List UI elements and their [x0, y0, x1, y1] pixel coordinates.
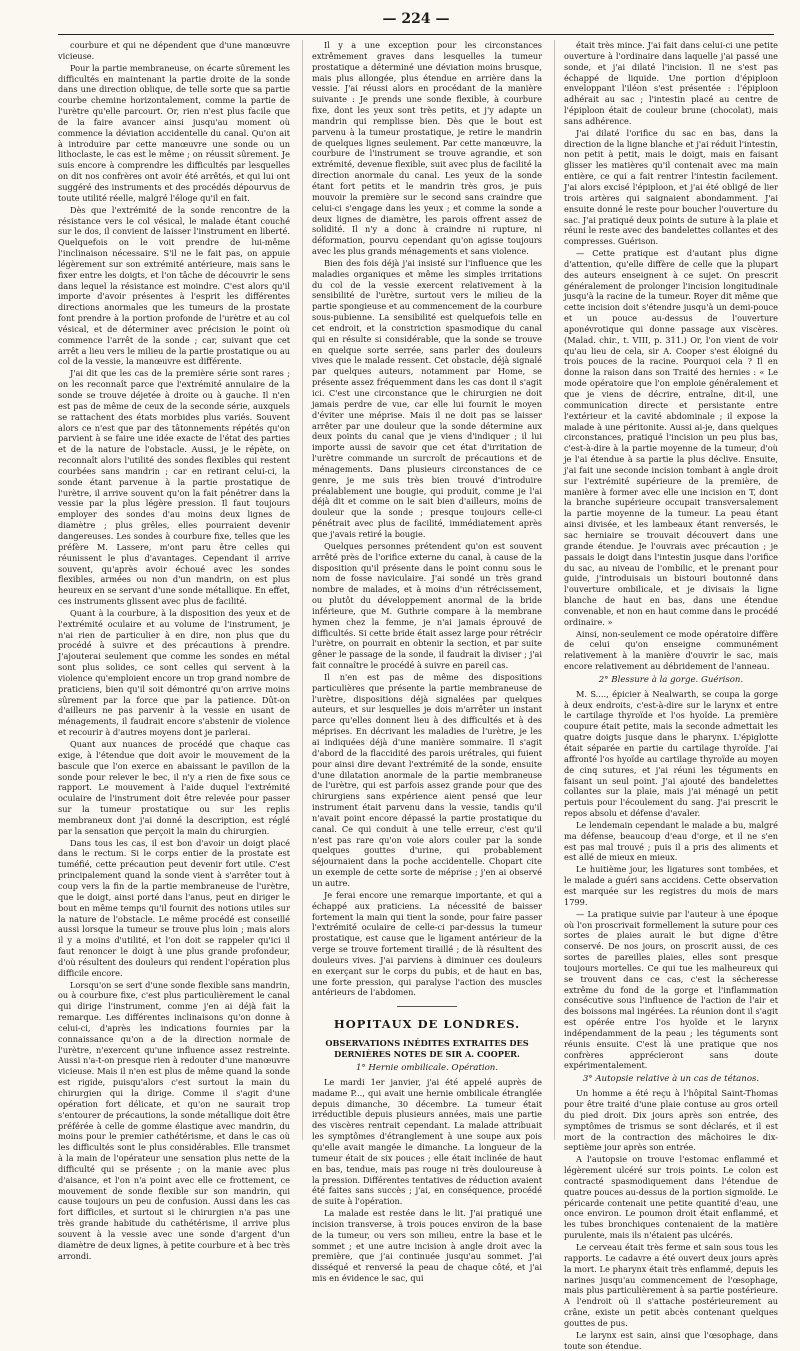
page-header — [58, 10, 774, 32]
paragraph: Bien des fois déjà j'ai insisté sur l'influence que les maladies organiques et même les simples irritations du col de la vessie exercent relativement à la sensibilité de l'urètre, surtout vers le milieu de la partie spongieuse et au commencement de la courbure sous-pubienne. La sensibilité est quelquefois telle en cet endroit, et la constriction spasmodique du canal qui en résulte si considérable, que la sonde se trouve en quelque sorte serrée, sans parler des douleurs vives que le malade ressent. Cet obstacle, déjà signalé par quelques auteurs, notamment par Home, se présente assez fréquemment dans les cas dont il s'agit ici. C'est une circonstance que le chirurgien ne doit jamais perdre de vue, car elle lui fournit le moyen d'éviter une méprise. Mais il ne doit pas se laisser arrêter par une douleur que la sonde détermine aux deux points du canal que je viens d'indiquer ; il lui importe aussi de savoir que cet état d'irritation de l'urètre commande un surcroît de précautions et de ménagements. Dans plusieurs circonstances de ce genre, je me suis très bien trouvé d'introduire préalablement une bougie, qui produit, comme je l'ai déjà dit et comme on le sait bien d'ailleurs, moins de douleur que la sonde ; presque toujours celle-ci pénétrait avec plus de facilité, immédiatement après que j'avais retiré la bougie. — [312, 257, 542, 539]
paragraph: Quant à la courbure, à la disposition des yeux et de l'extrémité oculaire et au volume de l'instrument, je n'ai rien de particulier à en dire, non plus que du procédé à suivre et des précautions à prendre. J'ajouterai seulement que comme les sondes en métal sont plus solides, ce sont celles qui servent à la violence qu'emploient encore un trop grand nombre de praticiens, bien qu'il soit démontré qu'on arrive moins sûrement par la force que par la patience. Dût-on d'ailleurs ne pas parvenir à la vessie en usant de ménagements, il faudrait encore s'abstenir de violence et recourir à d'autres moyens dont je parlerai. — [58, 607, 290, 738]
paragraph: — La pratique suivie par l'auteur à une époque où l'on proscrivait formellement la suture pour ces sortes de plaies aurait le but digne d'être conservé. De nos jours, on proscrit aussi, de ces sortes de pareilles plaies, elles sont presque toujours mortelles. Ce qui tue les malheureux qui se trouvent dans ce cas, c'est la sécheresse extrême du fond de la gorge et l'inflammation consécutive sous l'influence de l'action de l'air et des boissons mal ingérées. La réunion dont il s'agit est opérée entre l'os hyoïde et le larynx indépendamment de la peau ; les téguments sont réunis ensuite. C'est là une pratique que nos confrères apprécieront sans doute expérimentalement. — [564, 908, 778, 1071]
paragraph: courbure et qui ne dépendent que d'une manœuvre vicieuse. — [58, 40, 290, 61]
paragraph: Le cerveau était très ferme et sain sous tous les rapports. Le cadavre a été ouvert deux jours après la mort. Le pharynx était très enflammé, depuis les narines jusqu'au commencement de l'œsophage, mais plus particulièrement à sa partie postérieure. A l'endroit où il s'attache postérieurement au crâne, existe un petit abcès contenant quelques gouttes de pus. — [564, 1241, 778, 1328]
paragraph: Le lendemain cependant le malade a bu, malgré ma défense, beaucoup d'eau d'orge, et il ne s'en est pas mal trouvé ; puis il a pris des aliments et est allé de mieux en mieux. — [564, 819, 778, 863]
paragraph: Un homme a été reçu à l'hôpital Saint-Thomas pour être traité d'une plaie contuse au gros orteil du pied droit. Dix jours après son entrée, des symptômes de trismus se sont déclarés, et il est mort de la contraction des mâchoires le dix-septième jour après son entrée. — [564, 1088, 778, 1153]
column-3 — [564, 40, 778, 1351]
paragraph: La malade est restée dans le lit. J'ai pratiqué une incision transverse, à trois pouces environ de la base de la tumeur, ou vers son milieu, entre la base et le sommet ; et une autre incision à angle droit avec la première, que j'ai continuée jusqu'au sommet. J'ai disséqué et renversé la peau de chaque côté, et j'ai mis en évidence le sac, qui — [312, 1208, 542, 1284]
section-heading: HOPITAUX DE LONDRES. — [333, 1017, 521, 1032]
paragraph: Quelques personnes prétendent qu'on est souvent arrêté près de l'orifice externe du canal, à cause de la disposition qu'il présente dans le point connu sous le nom de fosse naviculaire. J'ai sondé un très grand nombre de malades, et à moins d'un rétrécissement, ou plutôt du développement anormal de la bride inférieure, que M. Guthrie compare à la membrane hymen chez la femme, je n'ai jamais éprouvé de difficultés. Si cette bride était assez large pour rétrécir l'urètre, on pourrait en obtenir la section, et par suite gêner le passage de la sonde, il faudrait la diviser ; j'ai fait connaître le procédé à suivre en pareil cas. — [312, 540, 542, 671]
paragraph: était très mince. J'ai fait dans celui-ci une petite ouverture à l'ordinaire dans laquelle j'ai passé une sonde, et j'ai dilaté l'incision. Il ne s'est pas échappé de liquide. Une portion d'épiploon enveloppant l'iléon s'est présentée : l'épiploon adhérait au sac ; l'intestin placé au centre de l'épiploon était de couleur brune (chocolat), mais sans adhérence. — [564, 40, 778, 126]
case-title: 2° Blessure à la gorge. Guérison. — [598, 674, 744, 685]
paragraph: Lorsqu'on se sert d'une sonde flexible sans mandrin, ou à courbure fixe, c'est plus particulièrement le canal qui dirige l'instrument, comme j'en ai déjà fait la remarque. Les différentes inclinaisons qu'on donne à celui-ci, d'après les indications fournies par la connaissance qu'on a de la direction normale de l'urètre, n'exercent qu'une influence assez restreinte. Aussi n'a-t-on presque rien à redouter d'une manœuvre vicieuse. Mais il n'en est plus de même quand la sonde est rigide, puisqu'alors c'est surtout la main du chirurgien qui la dirige. Comme il s'agit d'une opération fort délicate, et qu'on ne saurait trop s'entourer de précautions, la sonde métallique doit être préférée à celle de gomme élastique avec mandrin, du moins pour le premier cathétérisme, et dans le cas où les difficultés sont le plus considérables. Elle transmet à la main de l'opérateur une sensation plus nette de la difficulté qui se présente ; on la manie avec plus d'aisance, et l'on n'a point avec elle ce frottement, ce mouvement de sonde flexible sur son mandrin, qui cause toujours un peu de confusion. Aussi dans les cas fort difficiles, et surtout si le chirurgien n'a pas une très grande habitude du cathétérisme, il arrive plus souvent à la vessie avec une sonde d'argent d'un diamètre de deux lignes, à petite courbure et à bec très arrondi. — [58, 979, 290, 1261]
paragraph: Il n'en est pas de même des dispositions particulières que présente la partie membraneuse de l'urètre, dispositions déjà signalées par quelques auteurs, et sur lesquelles je dois m'arrêter un instant parce qu'elles donnent lieu à des difficultés et à des méprises. En décrivant les maladies de l'urètre, je les ai indiquées déjà d'une manière sommaire. Il s'agit d'abord de la flaccidité des parois urétrales, qui fuient pour ainsi dire devant l'extrémité de la sonde, ensuite d'une dilatation anormale de la partie membraneuse de l'urètre, qui est parfois assez grande pour que des chirurgiens sans expérience aient pensé que leur instrument était parvenu dans la vessie, tandis qu'il n'avait point encore dépassé la partie prostatique du canal. Ce qui conduit à une telle erreur, c'est qu'il n'est pas rare qu'on voie alors couler par la sonde quelques gouttes d'urine, qui probablement séjournaient dans la poche accidentelle. Chopart cite un exemple de cette sorte de méprise ; j'en ai observé un autre. — [312, 671, 542, 888]
paragraph: Dans tous les cas, il est bon d'avoir un doigt placé dans le rectum. Si le corps entier de la prostate est tuméfié, cette précaution peut devenir fort utile. C'est principalement quand la sonde vient à s'arrêter tout à coup vers la fin de la partie membraneuse de l'urètre, que le doigt, ainsi porté dans l'anus, peut en diriger le bout en même temps qu'il fournit des notions utiles sur la nature de l'obstacle. Le même procédé est conseillé aussi lorsque la tumeur se trouve plus loin ; mais alors il y a moins d'utilité, et l'on doit se rappeler qu'ici il faut renoncer le doigt à une plus grande profondeur, d'où résultent des douleurs qui rendent l'opération plus difficile encore. — [58, 837, 290, 978]
paragraph: Le huitième jour, les ligatures sont tombées, et le malade a guéri sans accidens. Cette observation est marquée sur les registres du mois de mars 1799. — [564, 864, 778, 907]
section-rule — [397, 1006, 457, 1007]
case-title: 1° Hernie ombilicale. Opération. — [355, 1063, 499, 1074]
paragraph: Il y a une exception pour les circonstances extrêmement graves dans lesquelles la tumeur prostatique a déterminé une déviation moins brusque, mais plus allongée, plus étendue en arrière dans la vessie. J'ai réussi alors en procédant de la manière suivante : Je prends une sonde flexible, à courbure fixe, dont les yeux sont très petits, et j'y adapte un mandrin qui remplisse bien. Dès que le bout est parvenu à la tumeur prostatique, je retire le mandrin de quelques lignes seulement. Par cette manœuvre, la courbure de l'instrument se trouve agrandie, et son extrémité, devenue flexible, suit avec plus de facilité la direction anormale du canal. Les yeux de la sonde étant fort petits et le mandrin très gros, je puis mouvoir la première sur le second sans craindre que celui-ci s'engage dans les yeux ; et comme la sonde a deux lignes de diamètre, les parois offrent assez de solidité. Il n'y a donc à craindre ni rupture, ni déformation, pourvu cependant qu'on agisse toujours avec les plus grands ménagements et sans violence. — [312, 40, 542, 257]
page-number: — 224 — — [382, 11, 450, 27]
paragraph: Le larynx est sain, ainsi que l'œsophage, dans toute son étendue. — [564, 1329, 778, 1351]
paragraph: A l'autopsie on trouve l'estomac enflammé et légèrement ulcéré sur trois points. Le colon est contracté spasmodiquement dans l'étendue de quatre pouces au-dessus de la portion sigmoïde. Le péricarde contenait une petite quantité d'eau, une once environ. Le poumon droit était enflammé, et les tubes bronchiques contenaient de la matière purulente, mais ils n'étaient pas ulcérés. — [564, 1154, 778, 1241]
paragraph: Quant aux nuances de procédé que chaque cas exige, à l'étendue que doit avoir le mouvement de la bascule que l'on exerce en abaissant le pavillon de la sonde pour relever le bec, il n'y a rien de fixe sous ce rapport. Le mouvement à l'aide duquel l'extrémité oculaire de l'instrument doit être relevée pour passer sur la tumeur prostatique ou sur les replis membraneux dont j'ai donné la description, est réglé par la sensation que perçoit la main du chirurgien. — [58, 739, 290, 836]
paragraph: J'ai dit que les cas de la première série sont rares ; on les reconnaît parce que l'extrémité annulaire de la sonde se trouve déjetée à droite ou à gauche. Il n'en est pas de même de ceux de la seconde série, auxquels se rattachent des états morbides plus variés. Souvent alors ce n'est que par des tâtonnements répétés qu'on parvient à se faire une idée exacte de l'état des parties et de la nature de l'obstacle. Aussi, je le répète, on reconnaît alors l'utilité des sondes flexibles qui restent courbées sans mandrin ; car en retirant celui-ci, la sonde étant parvenue à la partie prostatique de l'urètre, il arrive souvent qu'on la fait pénétrer dans la vessie par la plus légère pression. Il faut toujours employer des sondes d'au moins deux lignes de diamètre ; plus grêles, elles pourraient devenir dangereuses. Les sondes à courbure fixe, telles que les préfère M. Lassere, m'ont paru être celles qui réunissent le plus d'avantages. Cependant il arrive souvent, qu'après avoir échoué avec les sondes flexibles, armées ou non d'un mandrin, on est plus heureux en se servant d'une sonde métallique. En effet, ces instruments glissent avec plus de facilité. — [58, 368, 290, 607]
header-rule — [58, 34, 774, 35]
paragraph: Le mardi 1er janvier, j'ai été appelé auprès de madame P..., qui avait une hernie ombilicale étranglée depuis dimanche, 30 décembre. La tumeur était irréductible depuis plusieurs années, mais une partie des viscères rentrait cependant. La malade attribuait les symptômes d'étranglement à une soupe aux pois qu'elle avait mangée le dimanche. La longueur de la tumeur était de six pouces ; elle était inclinée de haut en bas, tendue, mais pas rouge ni très douloureuse à la pression. Différentes tentatives de réduction avaient été faites sans succès ; j'ai, en conséquence, procédé de suite à l'opération. — [312, 1076, 542, 1207]
paragraph: J'ai dilaté l'orifice du sac en bas, dans la direction de la ligne blanche et j'ai réduit l'intestin, non petit à petit, mais le doigt, mais en faisant glisser les matières qu'il contenait avec ma main entière, ce qui a fait rentrer l'intestin facilement. J'ai alors excisé l'épiploon, et j'ai été obligé de lier trois artères qui saignaient abondamment. J'ai ensuite donné le reste pour boucher l'ouverture du sac. J'ai pratiqué deux points de suture à la plaie et réuni le reste avec des bandelettes collantes et des compresses. Guérison. — [564, 127, 778, 247]
paragraph: Je ferai encore une remarque importante, et qui a échappé aux praticiens. La nécessité de baisser fortement la main qui tient la sonde, pour faire passer l'extrémité oculaire de celle-ci par-dessus la tumeur prostatique, est cause que le ligament antérieur de la verge se trouve fortement tiraillé ; de là résultent des douleurs vives. J'ai parviens à diminuer ces douleurs en exerçant sur le corps du pubis, et de haut en bas, une forte pression, qui paralyse l'action des muscles antérieurs de l'abdomen. — [312, 889, 542, 998]
column-2 — [312, 40, 542, 1284]
paragraph: Ainsi, non-seulement ce mode opératoire diffère de celui qu'on enseigne communément relativement à la manière d'ouvrir le sac, mais encore relativement au débridement de l'anneau. — [564, 628, 778, 672]
column-divider — [554, 40, 555, 1140]
column-1 — [58, 40, 290, 1261]
paragraph: Dès que l'extrémité de la sonde rencontre de la résistance vers le col vésical, le malade étant couché sur le dos, il convient de laisser l'instrument en liberté. Quelquefois on le voit prendre de lui-même l'inclinaison nécessaire. S'il ne le fait pas, on appuie légèrement sur son extrémité antérieure, mais sans le fixer entre les doigts, et l'on tâche de découvrir le sens dans lequel la résistance est moindre. C'est alors qu'il importe d'avoir présentes à l'esprit les différentes directions anormales que les tumeurs de la prostate font prendre à la portion profonde de l'urètre et au col vésical, et de déterminer avec précision le point où commence l'arrêt de la sonde ; car, suivant que cet arrêt a lieu vers le milieu de la partie prostatique ou au col de la vessie, la manœuvre est différente. — [58, 204, 290, 367]
paragraph: — Cette pratique est d'autant plus digne d'attention, qu'elle diffère de celle que la plupart des auteurs enseignent à ce sujet. On prescrit généralement de prolonger l'incision longitudinale jusqu'à la racine de la tumeur. Royer dit même que cette incision doit s'étendre jusqu'à un demi-pouce et un pouce au-dessus de l'ouverture aponévrotique qui donne passage aux viscères. (Malad. chir., t. VIII, p. 311.) Or, l'on vient de voir qu'au lieu de cela, sir A. Cooper s'est éloigné du trois pouces de la racine. Pourquoi cela ? Il en donne la raison dans son Traité des hernies : « Le mode opératoire que l'on emploie généralement et que je viens de décrire, entraîne, dit-il, une communication directe et persistante entre l'extérieur et la cavité abdominale ; il expose la malade à une péritonite. Aussi ai-je, dans quelques circonstances, pratiqué l'incision un peu plus bas, c'est-à-dire à la partie moyenne de la tumeur, d'où je l'ai étendue à sa partie la plus déclive. Ensuite, j'ai fait une seconde incision tombant à angle droit sur l'extrémité supérieure de la première, de manière à former avec elle une incision en T, dont la branche supérieure occupait transversalement la partie moyenne de la tumeur. La peau étant ainsi divisée, et les lambeaux étant renversés, le sac herniaire se trouvait découvert dans une grande étendue. Je l'ouvrais avec précaution ; je passais le doigt dans l'intestin jusque dans l'orifice du sac, au niveau de l'ombilic, et le prenant pour guide, j'introduisais un bistouri boutonné dans l'ouverture ombilicale, et je divisais la ligne blanche de haut en bas, dans une étendue convenable, et non en haut comme dans le procédé ordinaire. » — [564, 248, 778, 627]
section-subheading: OBSERVATIONS INÉDITES EXTRAITES DES DERNIÈRES NOTES DE SIR A. COOPER. — [325, 1038, 529, 1059]
column-divider — [302, 40, 303, 1140]
paragraph: M. S...., épicier à Nealwarth, se coupa la gorge à deux endroits, c'est-à-dire sur le larynx et entre le cartilage thyroïde et l'os hyoïde. La première coupure était petite, mais la seconde admettait les quatre doigts jusque dans le pharynx. L'épiglotte était séparée en partie du cartilage thyroïde. J'ai affronté l'os hyoïde au cartilage thyroïde au moyen de cinq sutures, et j'ai réuni les téguments en faisant un seul point. J'ai ajouté des bandelettes collantes sur la plaie, mais j'ai ménagé un petit pertuis pour l'écoulement du sang. J'ai prescrit le repos absolu et défense d'avaler. — [564, 688, 778, 819]
case-title: 3° Autopsie relative à un cas de tétanos. — [582, 1074, 760, 1085]
paragraph: Pour la partie membraneuse, on écarte sûrement les difficultés en maintenant la partie droite de la sonde dans une direction oblique, de telle sorte que sa partie courbe chemine horizontalement, comme la partie de l'urètre qu'elle parcourt. Or, rien n'est plus facile que de la faire avancer ainsi jusqu'au moment où commence la déviation accidentelle du canal. Qu'on ait à introduire par cette manœuvre une sonde ou un lithoclaste, le cas est le même ; on réussit sûrement. Je suis encore à comprendre les difficultés par lesquelles on dit nos confrères ont avoir été arrêtés, et qui lui ont suggéré des instruments et des procédés dépourvus de toute utilité réelle, malgré l'éloge qu'il en fait. — [58, 62, 290, 203]
